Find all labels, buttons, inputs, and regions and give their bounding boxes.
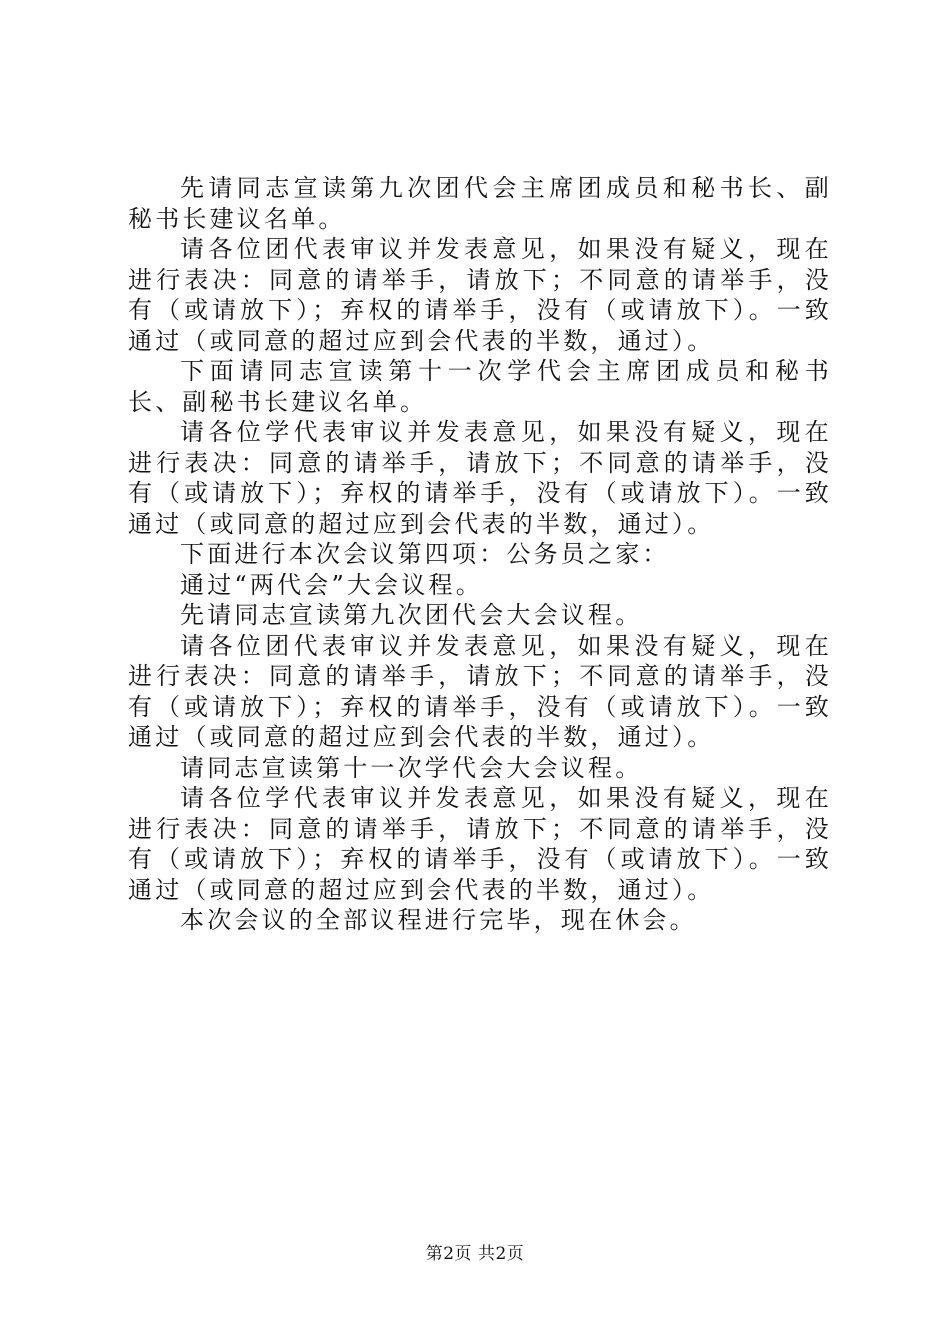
paragraph-7: 先请同志宣读第九次团代会大会议程。 [180, 601, 643, 629]
paragraph-1: 先请同志宣读第九次团代会主席团成员和秘书长、副秘书长建议名单。 [128, 174, 832, 233]
paragraph-5: 下面进行本次会议第四项：公务员之家： [180, 540, 670, 568]
paragraph-8: 请各位团代表审议并发表意见，如果没有疑义，现在进行表决：同意的请举手，请放下；不同意的请举手，没有（或请放下）；弃权的请举手，没有（或请放下）。一致通过（或同意的超过应到会代表的半数，通过）。 [128, 631, 832, 751]
document-body [128, 173, 832, 936]
paragraph-10: 请各位学代表审议并发表意见，如果没有疑义，现在进行表决：同意的请举手，请放下；不同意的请举手，没有（或请放下）；弃权的请举手，没有（或请放下）。一致通过（或同意的超过应到会代表的半数，通过）。 [128, 784, 832, 904]
paragraph-9: 请同志宣读第十一次学代会大会议程。 [180, 753, 643, 782]
paragraph-2: 请各位团代表审议并发表意见，如果没有疑义，现在进行表决：同意的请举手，请放下；不同意的请举手，没有（或请放下）；弃权的请举手，没有（或请放下）。一致通过（或同意的超过应到会代表的半数，通过）。 [128, 235, 832, 355]
paragraph-11: 本次会议的全部议程进行完毕，现在休会。 [180, 906, 697, 934]
paragraph-4: 请各位学代表审议并发表意见，如果没有疑义，现在进行表决：同意的请举手，请放下；不同意的请举手，没有（或请放下）；弃权的请举手，没有（或请放下）。一致通过（或同意的超过应到会代表的半数，通过）。 [128, 418, 832, 538]
paragraph-3: 下面请同志宣读第十一次学代会主席团成员和秘书长、副秘书长建议名单。 [128, 357, 832, 416]
page-footer: 第2页 共2页 [425, 1244, 525, 1264]
paragraph-6: 通过“两代会”大会议程。 [180, 570, 483, 599]
